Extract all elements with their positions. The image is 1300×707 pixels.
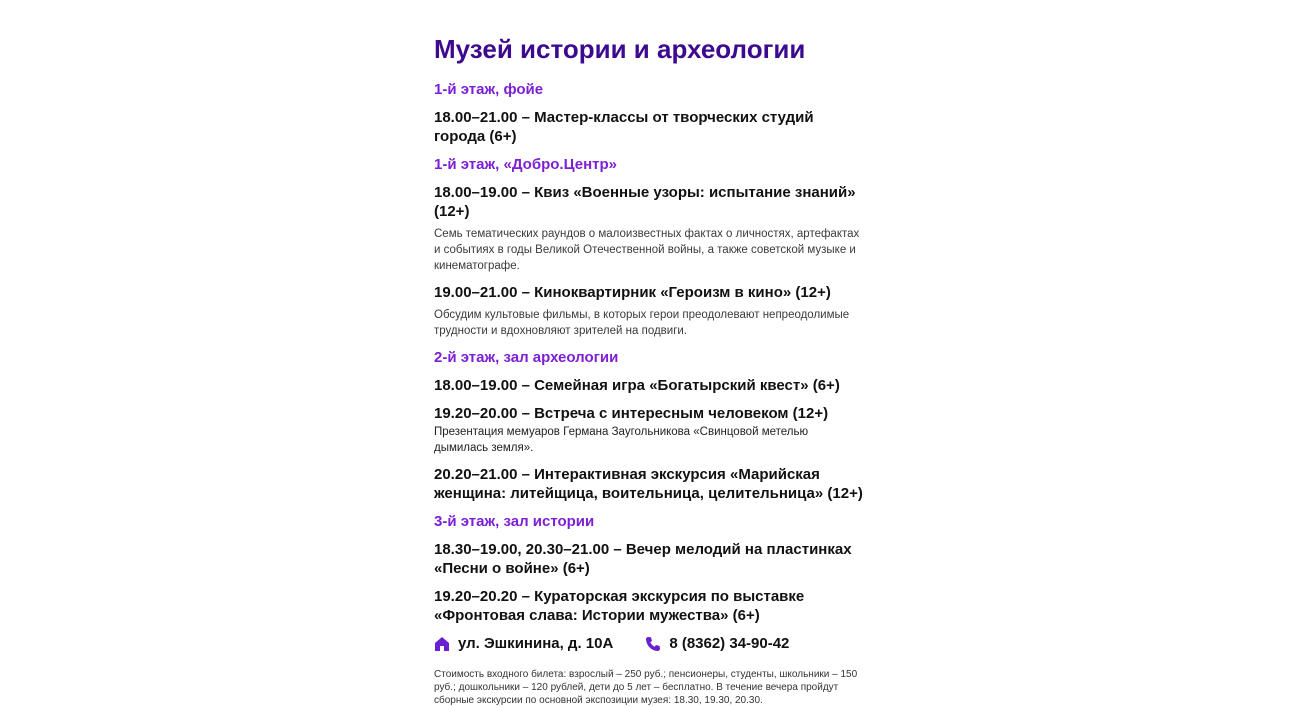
event-item [434,108,864,146]
event-title: 19.20–20.00 – Встреча с интересным человеком (12+) [434,405,829,422]
event-item [434,376,864,395]
event-title: 18.00–19.00 – Семейная игра «Богатырский квест» (6+) [434,377,840,394]
event-title: 18.30–19.00, 20.30–21.00 – Вечер мелодий на пластинках «Песни о войне» (6+) [434,541,852,577]
event-item [434,404,864,456]
phone-text[interactable]: 8 (8362) 34-90-42 [669,635,790,652]
phone[interactable] [645,634,789,654]
section-heading: 3-й этаж, зал истории [434,513,595,530]
phone-icon [645,636,661,652]
section-heading: 1-й этаж, фойе [434,81,544,98]
home-icon [434,636,450,652]
event-title: 18.00–19.00 – Квиз «Военные узоры: испытание знаний» (12+) [434,184,856,220]
address-text: ул. Эшкинина, д. 10А [458,635,614,652]
section-heading: 1-й этаж, «Добро.Центр» [434,156,617,173]
event-description: Семь тематических раундов о малоизвестных фактах о личностях, артефактах и событиях в годы Великой Отечественной войны, а также советской музыке и кинематографе. [434,228,860,272]
event-title: 19.00–21.00 – Киноквартирник «Героизм в кино» (12+) [434,284,831,301]
section-heading: 2-й этаж, зал археологии [434,349,619,366]
address [434,634,613,654]
event-title: 20.20–21.00 – Интерактивная экскурсия «Марийская женщина: литейщица, воительница, целительница» (12+) [434,466,863,502]
event-item [434,283,864,339]
event-title: 19.20–20.20 – Кураторская экскурсия по выставке «Фронтовая слава: Истории мужества» (6+) [434,588,805,624]
event-item [434,183,864,274]
event-title: 18.00–21.00 – Мастер-классы от творческих студий города (6+) [434,109,814,145]
museum-program [434,30,864,707]
ticket-info: Стоимость входного билета: взрослый – 250 руб.; пенсионеры, студенты, школьники – 150 руб.; дошкольники – 120 рублей, дети до 5 лет – бесплатно. В течение вечера пройдут сборные экскурсии по основной экспозиции музея: 18.30, 19.30, 20.30. [434,669,858,706]
contacts-row [434,634,864,654]
page-title: Музей истории и археологии [434,34,806,64]
event-item [434,465,864,503]
event-item [434,540,864,578]
event-item [434,587,864,625]
event-description: Обсудим культовые фильмы, в которых герои преодолевают непреодолимые трудности и вдохновляют зрителей на подвиги. [434,309,850,337]
event-description: Презентация мемуаров Германа Заугольникова «Свинцовой метелью дымилась земля». [434,426,809,454]
